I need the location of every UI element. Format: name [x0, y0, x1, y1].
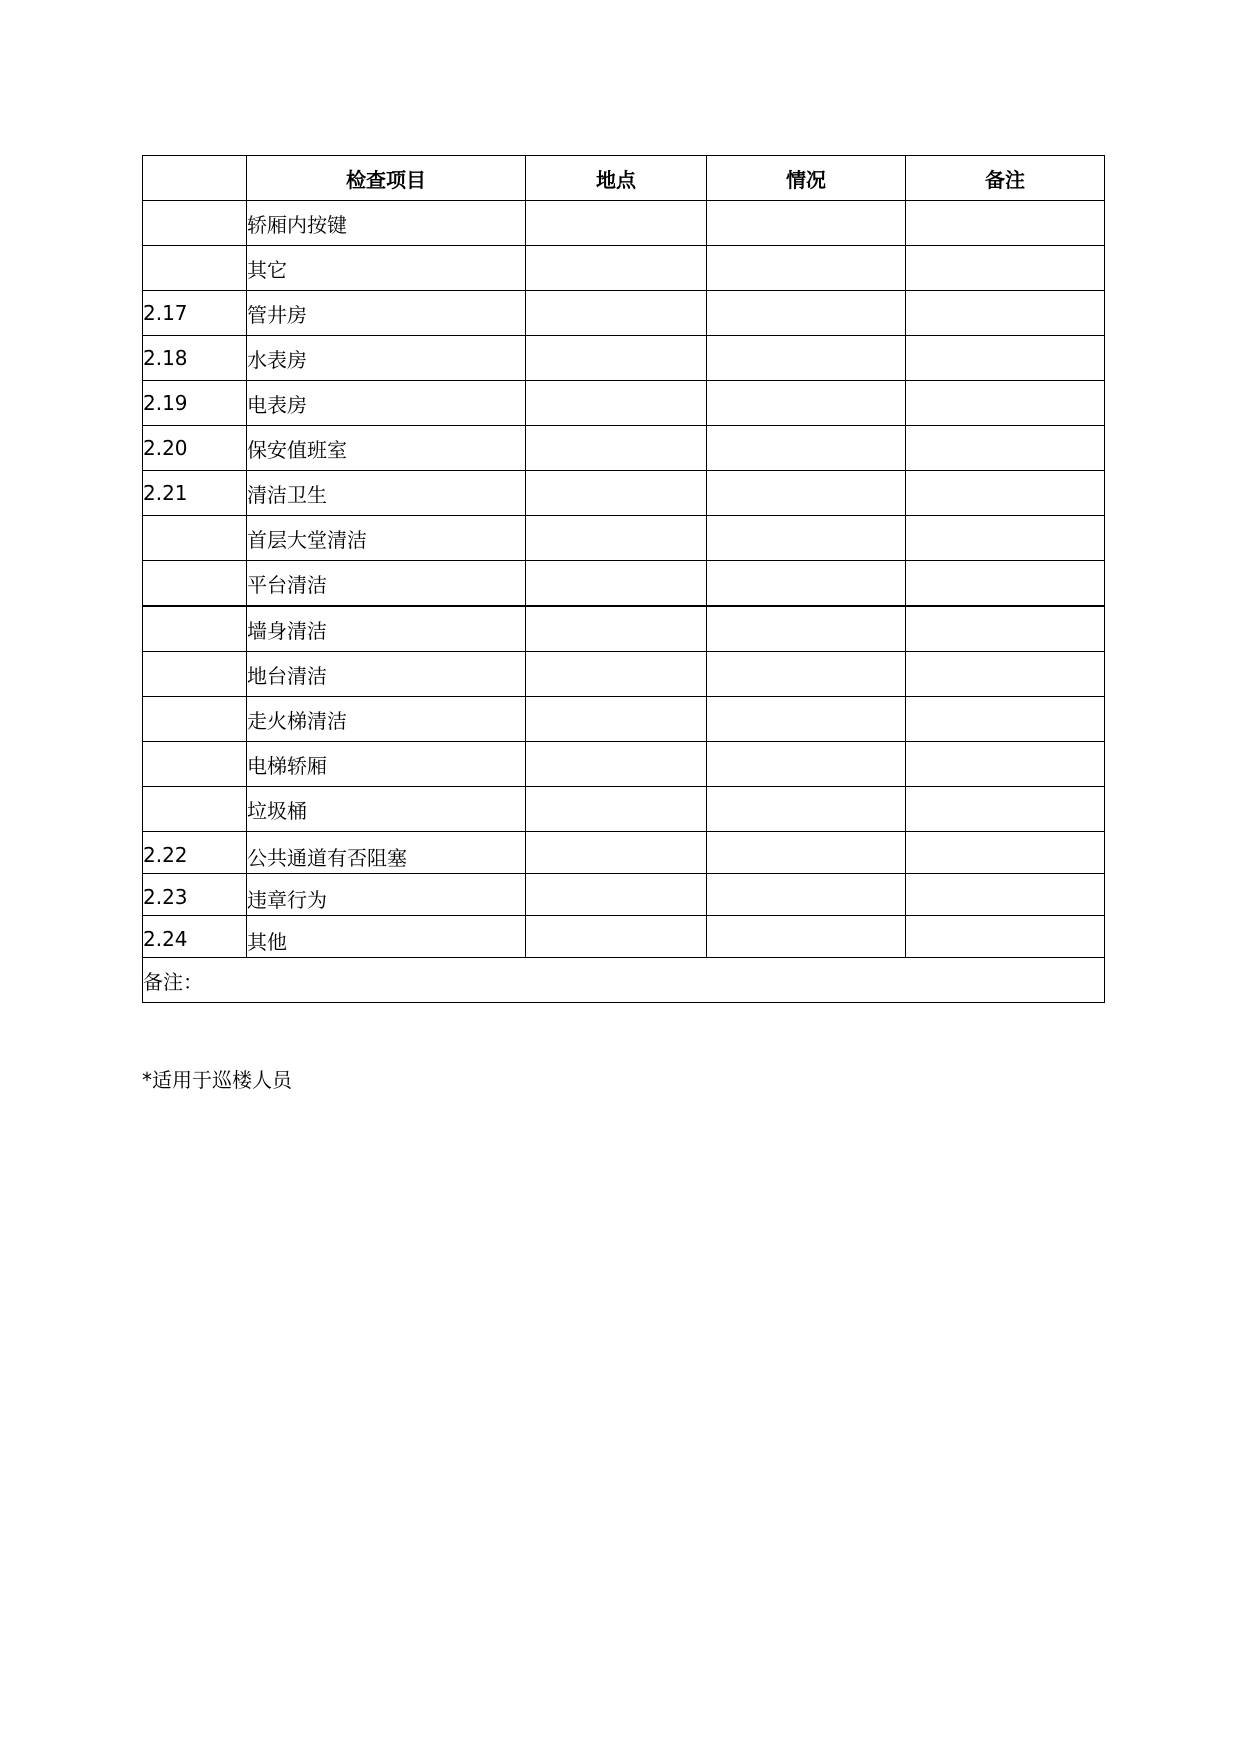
remarks-cell[interactable] — [906, 787, 1105, 832]
condition-cell[interactable] — [707, 426, 906, 471]
row-number: 2.20 — [143, 426, 247, 471]
remarks-cell[interactable] — [906, 652, 1105, 697]
condition-cell[interactable] — [707, 516, 906, 561]
remarks-cell[interactable] — [906, 426, 1105, 471]
header-item: 检查项目 — [247, 156, 526, 201]
row-item: 电表房 — [247, 381, 526, 426]
row-item: 走火梯清洁 — [247, 697, 526, 742]
remarks-cell[interactable] — [906, 561, 1105, 607]
row-number: 2.24 — [143, 916, 247, 958]
location-cell[interactable] — [526, 787, 707, 832]
table-row — [143, 606, 1105, 652]
condition-cell[interactable] — [707, 916, 906, 958]
location-cell[interactable] — [526, 246, 707, 291]
location-cell[interactable] — [526, 874, 707, 916]
location-cell[interactable] — [526, 336, 707, 381]
row-number — [143, 516, 247, 561]
footnote: *适用于巡楼人员 — [142, 1068, 292, 1092]
remarks-area[interactable] — [143, 958, 1105, 1003]
table-header-row — [143, 156, 1105, 201]
row-number: 2.22 — [143, 832, 247, 874]
remarks-cell[interactable] — [906, 246, 1105, 291]
table-row — [143, 336, 1105, 381]
row-number — [143, 697, 247, 742]
table-row — [143, 742, 1105, 787]
condition-cell[interactable] — [707, 291, 906, 336]
row-number — [143, 652, 247, 697]
row-item: 违章行为 — [247, 874, 526, 916]
row-number — [143, 201, 247, 246]
table-row — [143, 291, 1105, 336]
condition-cell[interactable] — [707, 874, 906, 916]
location-cell[interactable] — [526, 561, 707, 607]
row-item: 其他 — [247, 916, 526, 958]
remarks-cell[interactable] — [906, 471, 1105, 516]
remarks-row — [143, 958, 1105, 1003]
condition-cell[interactable] — [707, 381, 906, 426]
remarks-cell[interactable] — [906, 201, 1105, 246]
row-item: 轿厢内按键 — [247, 201, 526, 246]
remarks-label: 备注： — [143, 969, 203, 994]
location-cell[interactable] — [526, 426, 707, 471]
remarks-cell[interactable] — [906, 832, 1105, 874]
table-row — [143, 471, 1105, 516]
header-location: 地点 — [526, 156, 707, 201]
location-cell[interactable] — [526, 471, 707, 516]
table-row — [143, 697, 1105, 742]
condition-cell[interactable] — [707, 832, 906, 874]
row-item: 墙身清洁 — [247, 606, 526, 652]
table-row — [143, 916, 1105, 958]
location-cell[interactable] — [526, 742, 707, 787]
location-cell[interactable] — [526, 516, 707, 561]
row-number — [143, 787, 247, 832]
remarks-cell[interactable] — [906, 742, 1105, 787]
condition-cell[interactable] — [707, 697, 906, 742]
header-num — [143, 156, 247, 201]
row-item: 保安值班室 — [247, 426, 526, 471]
location-cell[interactable] — [526, 201, 707, 246]
row-item: 电梯轿厢 — [247, 742, 526, 787]
remarks-cell[interactable] — [906, 606, 1105, 652]
row-item: 管井房 — [247, 291, 526, 336]
row-item: 清洁卫生 — [247, 471, 526, 516]
table-row — [143, 201, 1105, 246]
table-row — [143, 561, 1105, 607]
row-item: 首层大堂清洁 — [247, 516, 526, 561]
condition-cell[interactable] — [707, 606, 906, 652]
row-item: 地台清洁 — [247, 652, 526, 697]
table-row — [143, 246, 1105, 291]
row-item: 垃圾桶 — [247, 787, 526, 832]
location-cell[interactable] — [526, 652, 707, 697]
condition-cell[interactable] — [707, 201, 906, 246]
inspection-table — [142, 155, 1105, 1003]
remarks-cell[interactable] — [906, 916, 1105, 958]
table-row — [143, 787, 1105, 832]
location-cell[interactable] — [526, 697, 707, 742]
row-item: 水表房 — [247, 336, 526, 381]
condition-cell[interactable] — [707, 336, 906, 381]
row-number — [143, 561, 247, 607]
condition-cell[interactable] — [707, 471, 906, 516]
row-number — [143, 742, 247, 787]
row-item: 公共通道有否阻塞 — [247, 832, 526, 874]
table-row — [143, 516, 1105, 561]
remarks-cell[interactable] — [906, 697, 1105, 742]
row-number: 2.21 — [143, 471, 247, 516]
row-number — [143, 246, 247, 291]
location-cell[interactable] — [526, 916, 707, 958]
location-cell[interactable] — [526, 606, 707, 652]
remarks-cell[interactable] — [906, 874, 1105, 916]
table-row — [143, 652, 1105, 697]
header-condition: 情况 — [707, 156, 906, 201]
header-remarks: 备注 — [906, 156, 1105, 201]
condition-cell[interactable] — [707, 246, 906, 291]
row-number: 2.18 — [143, 336, 247, 381]
table-row — [143, 381, 1105, 426]
row-item: 平台清洁 — [247, 561, 526, 607]
remarks-cell[interactable] — [906, 381, 1105, 426]
table-row — [143, 874, 1105, 916]
condition-cell[interactable] — [707, 652, 906, 697]
remarks-cell[interactable] — [906, 516, 1105, 561]
location-cell[interactable] — [526, 381, 707, 426]
remarks-cell[interactable] — [906, 336, 1105, 381]
condition-cell[interactable] — [707, 561, 906, 607]
condition-cell[interactable] — [707, 742, 906, 787]
location-cell[interactable] — [526, 832, 707, 874]
row-number: 2.17 — [143, 291, 247, 336]
remarks-cell[interactable] — [906, 291, 1105, 336]
row-item: 其它 — [247, 246, 526, 291]
row-number — [143, 606, 247, 652]
row-number: 2.23 — [143, 874, 247, 916]
row-number: 2.19 — [143, 381, 247, 426]
location-cell[interactable] — [526, 291, 707, 336]
condition-cell[interactable] — [707, 787, 906, 832]
table-row — [143, 832, 1105, 874]
table-row — [143, 426, 1105, 471]
